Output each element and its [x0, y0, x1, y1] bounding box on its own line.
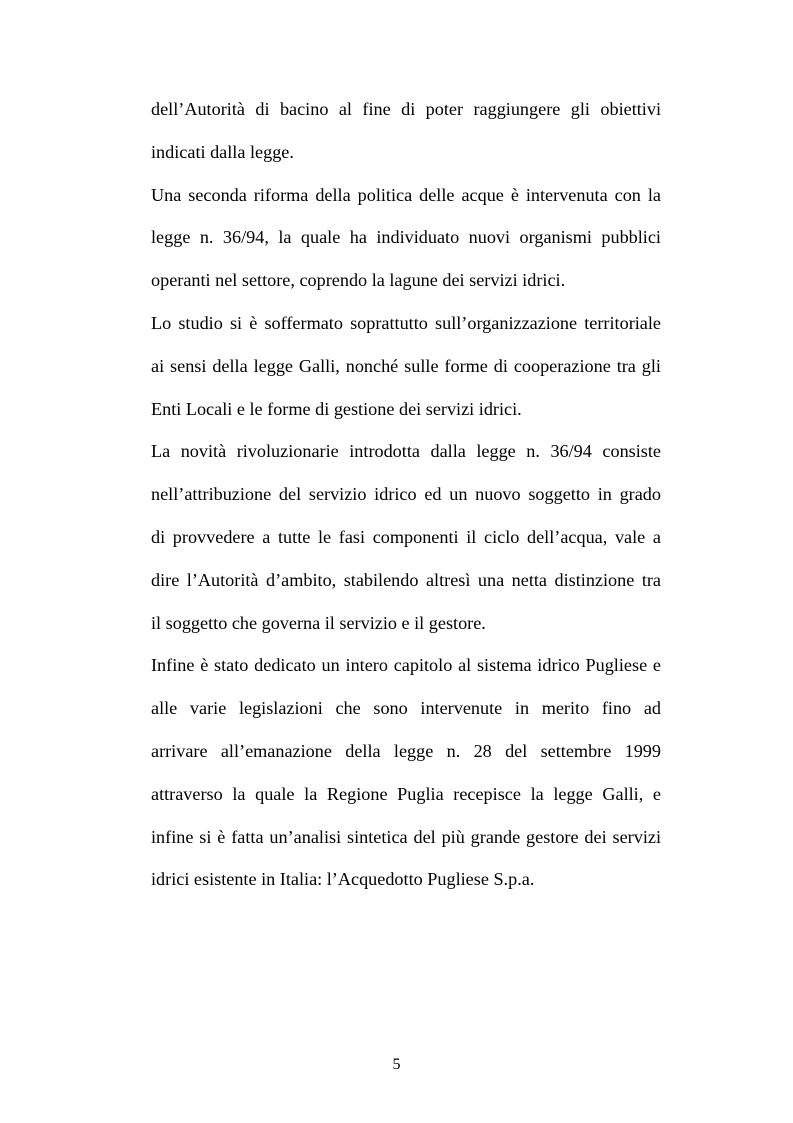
text-line: arrivare all’emanazione della legge n. 28 del settembre 1999: [151, 740, 661, 761]
text-line: Infine è stato dedicato un intero capitolo al sistema idrico Pugliese e: [151, 655, 661, 676]
text-line: La novità rivoluzionarie introdotta dalla legge n. 36/94 consiste: [151, 441, 661, 462]
text-line: Una seconda riforma della politica delle acque è intervenuta con la: [151, 184, 661, 205]
text-line: dire l’Autorità d’ambito, stabilendo altresì una netta distinzione tra: [151, 569, 661, 590]
text-line: attraverso la quale la Regione Puglia recepisce la legge Galli, e: [151, 783, 661, 804]
text-line: nell’attribuzione del servizio idrico ed un nuovo soggetto in grado: [151, 484, 661, 505]
text-line: dell’Autorità di bacino al fine di poter raggiungere gli obiettivi: [151, 99, 661, 119]
text-line: ai sensi della legge Galli, nonché sulle forme di cooperazione tra gli: [151, 355, 661, 376]
text-line: idrici esistente in Italia: l’Acquedotto Pugliese S.p.a.: [151, 869, 535, 890]
text-line: legge n. 36/94, la quale ha individuato nuovi organismi pubblici: [151, 227, 661, 248]
text-line: il soggetto che governa il servizio e il gestore.: [151, 612, 486, 633]
text-line: Enti Locali e le forme di gestione dei servizi idrici.: [151, 398, 522, 419]
text-line: alle varie legislazioni che sono intervenute in merito fino ad: [151, 698, 661, 719]
page-number: 5: [392, 1056, 401, 1073]
body-text: [151, 92, 661, 905]
text-line: operanti nel settore, coprendo la lagune dei servizi idrici.: [151, 270, 566, 291]
text-line: indicati dalla legge.: [151, 141, 294, 162]
text-line: Lo studio si è soffermato soprattutto sull’organizzazione territoriale: [151, 312, 661, 333]
text-line: infine si è fatta un’analisi sintetica del più grande gestore dei servizi: [151, 826, 661, 847]
text-line: di provvedere a tutte le fasi componenti il ciclo dell’acqua, vale a: [151, 526, 661, 547]
